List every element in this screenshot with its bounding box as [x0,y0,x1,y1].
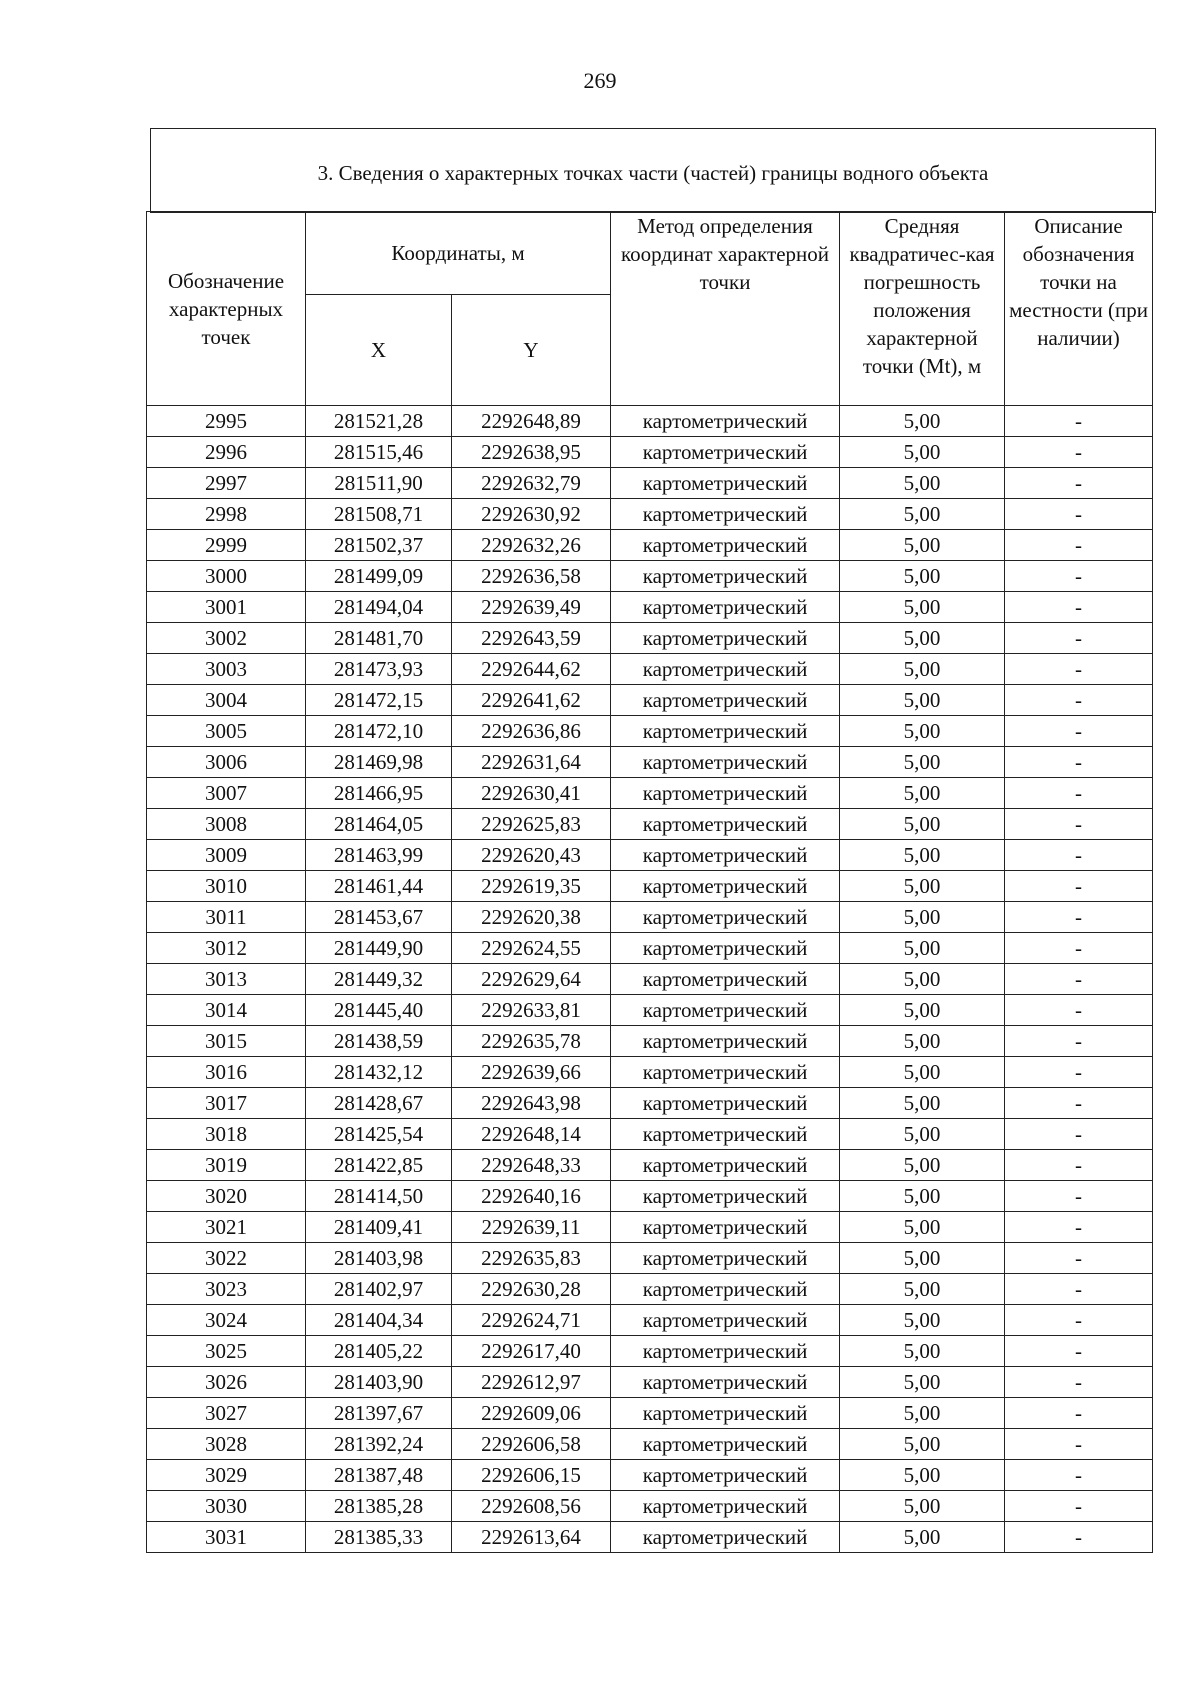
table-row [147,747,1153,778]
description-cell: - [1005,1398,1153,1429]
method-cell: картометрический [611,902,840,933]
method-cell: картометрический [611,1398,840,1429]
description-cell: - [1005,592,1153,623]
point-id-cell: 3019 [147,1150,306,1181]
y-coordinate-cell: 2292630,28 [452,1274,611,1305]
y-coordinate-cell: 2292619,35 [452,871,611,902]
table-row [147,716,1153,747]
x-coordinate-cell: 281403,90 [306,1367,452,1398]
method-cell: картометрический [611,499,840,530]
table-row [147,685,1153,716]
description-cell: - [1005,1367,1153,1398]
y-coordinate-cell: 2292624,71 [452,1305,611,1336]
method-cell: картометрический [611,406,840,437]
point-id-cell: 3001 [147,592,306,623]
x-coordinate-cell: 281515,46 [306,437,452,468]
header-error: Средняя квадратичес-кая погрешность положения характерной точки (Mt), м [840,212,1005,406]
description-cell: - [1005,530,1153,561]
x-coordinate-cell: 281414,50 [306,1181,452,1212]
description-cell: - [1005,747,1153,778]
table-row [147,1367,1153,1398]
point-id-cell: 3004 [147,685,306,716]
description-cell: - [1005,1429,1153,1460]
method-cell: картометрический [611,964,840,995]
point-id-cell: 3011 [147,902,306,933]
method-cell: картометрический [611,1429,840,1460]
x-coordinate-cell: 281472,10 [306,716,452,747]
error-cell: 5,00 [840,1212,1005,1243]
table-row [147,1243,1153,1274]
y-coordinate-cell: 2292625,83 [452,809,611,840]
error-cell: 5,00 [840,561,1005,592]
method-cell: картометрический [611,530,840,561]
table-row [147,964,1153,995]
header-designation: Обозначение характерных точек [147,212,306,406]
error-cell: 5,00 [840,995,1005,1026]
y-coordinate-cell: 2292606,15 [452,1460,611,1491]
x-coordinate-cell: 281508,71 [306,499,452,530]
point-id-cell: 2995 [147,406,306,437]
x-coordinate-cell: 281387,48 [306,1460,452,1491]
y-coordinate-cell: 2292617,40 [452,1336,611,1367]
x-coordinate-cell: 281494,04 [306,592,452,623]
method-cell: картометрический [611,561,840,592]
x-coordinate-cell: 281404,34 [306,1305,452,1336]
x-coordinate-cell: 281521,28 [306,406,452,437]
method-cell: картометрический [611,685,840,716]
y-coordinate-cell: 2292624,55 [452,933,611,964]
description-cell: - [1005,468,1153,499]
error-cell: 5,00 [840,1150,1005,1181]
header-method: Метод определения координат характерной точки [611,212,840,406]
point-id-cell: 3027 [147,1398,306,1429]
description-cell: - [1005,716,1153,747]
x-coordinate-cell: 281466,95 [306,778,452,809]
description-cell: - [1005,437,1153,468]
point-id-cell: 3000 [147,561,306,592]
header-y: Y [452,295,611,406]
x-coordinate-cell: 281473,93 [306,654,452,685]
error-cell: 5,00 [840,592,1005,623]
point-id-cell: 3013 [147,964,306,995]
method-cell: картометрический [611,1150,840,1181]
y-coordinate-cell: 2292620,38 [452,902,611,933]
table-row [147,1522,1153,1553]
point-id-cell: 3028 [147,1429,306,1460]
header-x: X [306,295,452,406]
table-row [147,468,1153,499]
point-id-cell: 3030 [147,1491,306,1522]
point-id-cell: 3003 [147,654,306,685]
point-id-cell: 3020 [147,1181,306,1212]
y-coordinate-cell: 2292608,56 [452,1491,611,1522]
method-cell: картометрический [611,933,840,964]
error-cell: 5,00 [840,406,1005,437]
description-cell: - [1005,1088,1153,1119]
description-cell: - [1005,809,1153,840]
y-coordinate-cell: 2292606,58 [452,1429,611,1460]
description-cell: - [1005,840,1153,871]
error-cell: 5,00 [840,1336,1005,1367]
y-coordinate-cell: 2292638,95 [452,437,611,468]
x-coordinate-cell: 281385,28 [306,1491,452,1522]
point-id-cell: 3006 [147,747,306,778]
method-cell: картометрический [611,747,840,778]
description-cell: - [1005,933,1153,964]
point-id-cell: 3022 [147,1243,306,1274]
point-id-cell: 3026 [147,1367,306,1398]
point-id-cell: 3029 [147,1460,306,1491]
point-id-cell: 3002 [147,623,306,654]
y-coordinate-cell: 2292643,59 [452,623,611,654]
method-cell: картометрический [611,778,840,809]
x-coordinate-cell: 281397,67 [306,1398,452,1429]
point-id-cell: 3009 [147,840,306,871]
point-id-cell: 3023 [147,1274,306,1305]
x-coordinate-cell: 281385,33 [306,1522,452,1553]
y-coordinate-cell: 2292636,58 [452,561,611,592]
method-cell: картометрический [611,809,840,840]
error-cell: 5,00 [840,1274,1005,1305]
description-cell: - [1005,1491,1153,1522]
y-coordinate-cell: 2292630,92 [452,499,611,530]
table-row [147,778,1153,809]
table-row [147,1088,1153,1119]
y-coordinate-cell: 2292612,97 [452,1367,611,1398]
error-cell: 5,00 [840,1181,1005,1212]
error-cell: 5,00 [840,1460,1005,1491]
error-cell: 5,00 [840,902,1005,933]
table-row [147,592,1153,623]
method-cell: картометрический [611,840,840,871]
method-cell: картометрический [611,592,840,623]
points-table [146,211,1153,1553]
x-coordinate-cell: 281449,90 [306,933,452,964]
table-row [147,1491,1153,1522]
table-row [147,437,1153,468]
table-row [147,1212,1153,1243]
error-cell: 5,00 [840,1398,1005,1429]
method-cell: картометрический [611,1491,840,1522]
table-row [147,499,1153,530]
point-id-cell: 3021 [147,1212,306,1243]
x-coordinate-cell: 281481,70 [306,623,452,654]
table-row [147,406,1153,437]
method-cell: картометрический [611,716,840,747]
method-cell: картометрический [611,1057,840,1088]
point-id-cell: 2999 [147,530,306,561]
error-cell: 5,00 [840,1026,1005,1057]
table-row [147,1274,1153,1305]
table-row [147,1026,1153,1057]
error-cell: 5,00 [840,1522,1005,1553]
error-cell: 5,00 [840,1305,1005,1336]
method-cell: картометрический [611,1336,840,1367]
description-cell: - [1005,1336,1153,1367]
x-coordinate-cell: 281432,12 [306,1057,452,1088]
section-title: 3. Сведения о характерных точках части (частей) границы водного объекта [151,129,1155,213]
y-coordinate-cell: 2292639,11 [452,1212,611,1243]
header-description: Описание обозначения точки на местности (при наличии) [1005,212,1153,406]
method-cell: картометрический [611,995,840,1026]
error-cell: 5,00 [840,1491,1005,1522]
description-cell: - [1005,1305,1153,1336]
error-cell: 5,00 [840,964,1005,995]
description-cell: - [1005,1274,1153,1305]
table-row [147,995,1153,1026]
method-cell: картометрический [611,1274,840,1305]
y-coordinate-cell: 2292613,64 [452,1522,611,1553]
point-id-cell: 3017 [147,1088,306,1119]
description-cell: - [1005,499,1153,530]
point-id-cell: 3016 [147,1057,306,1088]
x-coordinate-cell: 281403,98 [306,1243,452,1274]
error-cell: 5,00 [840,871,1005,902]
table-row [147,1305,1153,1336]
method-cell: картометрический [611,654,840,685]
table-header [147,212,1153,406]
y-coordinate-cell: 2292648,33 [452,1150,611,1181]
point-id-cell: 3010 [147,871,306,902]
table-row [147,871,1153,902]
point-id-cell: 3031 [147,1522,306,1553]
description-cell: - [1005,902,1153,933]
x-coordinate-cell: 281499,09 [306,561,452,592]
point-id-cell: 3025 [147,1336,306,1367]
method-cell: картометрический [611,1119,840,1150]
x-coordinate-cell: 281405,22 [306,1336,452,1367]
y-coordinate-cell: 2292635,78 [452,1026,611,1057]
method-cell: картометрический [611,871,840,902]
y-coordinate-cell: 2292632,79 [452,468,611,499]
y-coordinate-cell: 2292620,43 [452,840,611,871]
x-coordinate-cell: 281438,59 [306,1026,452,1057]
error-cell: 5,00 [840,1367,1005,1398]
table-row [147,1429,1153,1460]
point-id-cell: 3008 [147,809,306,840]
error-cell: 5,00 [840,1429,1005,1460]
error-cell: 5,00 [840,1243,1005,1274]
method-cell: картометрический [611,1460,840,1491]
table-body [147,406,1153,1553]
method-cell: картометрический [611,1522,840,1553]
error-cell: 5,00 [840,840,1005,871]
description-cell: - [1005,406,1153,437]
method-cell: картометрический [611,1212,840,1243]
x-coordinate-cell: 281445,40 [306,995,452,1026]
table-row [147,840,1153,871]
method-cell: картометрический [611,1026,840,1057]
error-cell: 5,00 [840,437,1005,468]
x-coordinate-cell: 281469,98 [306,747,452,778]
error-cell: 5,00 [840,1119,1005,1150]
error-cell: 5,00 [840,933,1005,964]
y-coordinate-cell: 2292644,62 [452,654,611,685]
description-cell: - [1005,685,1153,716]
table-row [147,1336,1153,1367]
y-coordinate-cell: 2292635,83 [452,1243,611,1274]
point-id-cell: 3005 [147,716,306,747]
table-row [147,1057,1153,1088]
x-coordinate-cell: 281464,05 [306,809,452,840]
table-row [147,561,1153,592]
description-cell: - [1005,1212,1153,1243]
method-cell: картометрический [611,1088,840,1119]
description-cell: - [1005,1026,1153,1057]
table-row [147,654,1153,685]
table-row [147,809,1153,840]
description-cell: - [1005,1181,1153,1212]
method-cell: картометрический [611,437,840,468]
header-coordinates: Координаты, м [306,212,611,295]
error-cell: 5,00 [840,1057,1005,1088]
y-coordinate-cell: 2292633,81 [452,995,611,1026]
description-cell: - [1005,1460,1153,1491]
point-id-cell: 3015 [147,1026,306,1057]
error-cell: 5,00 [840,654,1005,685]
point-id-cell: 3007 [147,778,306,809]
error-cell: 5,00 [840,747,1005,778]
description-cell: - [1005,964,1153,995]
table-row [147,1119,1153,1150]
description-cell: - [1005,1119,1153,1150]
method-cell: картометрический [611,623,840,654]
x-coordinate-cell: 281402,97 [306,1274,452,1305]
method-cell: картометрический [611,468,840,499]
error-cell: 5,00 [840,716,1005,747]
y-coordinate-cell: 2292609,06 [452,1398,611,1429]
y-coordinate-cell: 2292630,41 [452,778,611,809]
description-cell: - [1005,1522,1153,1553]
y-coordinate-cell: 2292629,64 [452,964,611,995]
description-cell: - [1005,1057,1153,1088]
y-coordinate-cell: 2292641,62 [452,685,611,716]
x-coordinate-cell: 281428,67 [306,1088,452,1119]
table-row [147,902,1153,933]
error-cell: 5,00 [840,778,1005,809]
x-coordinate-cell: 281422,85 [306,1150,452,1181]
table-row [147,933,1153,964]
error-cell: 5,00 [840,1088,1005,1119]
method-cell: картометрический [611,1305,840,1336]
table-row [147,623,1153,654]
point-id-cell: 3012 [147,933,306,964]
y-coordinate-cell: 2292632,26 [452,530,611,561]
table-row [147,1181,1153,1212]
section-frame [150,128,1156,213]
table-row [147,1398,1153,1429]
point-id-cell: 3024 [147,1305,306,1336]
x-coordinate-cell: 281449,32 [306,964,452,995]
x-coordinate-cell: 281511,90 [306,468,452,499]
error-cell: 5,00 [840,468,1005,499]
method-cell: картометрический [611,1243,840,1274]
point-id-cell: 2996 [147,437,306,468]
error-cell: 5,00 [840,499,1005,530]
description-cell: - [1005,654,1153,685]
x-coordinate-cell: 281472,15 [306,685,452,716]
y-coordinate-cell: 2292640,16 [452,1181,611,1212]
point-id-cell: 3014 [147,995,306,1026]
x-coordinate-cell: 281409,41 [306,1212,452,1243]
description-cell: - [1005,561,1153,592]
error-cell: 5,00 [840,809,1005,840]
point-id-cell: 3018 [147,1119,306,1150]
description-cell: - [1005,1150,1153,1181]
y-coordinate-cell: 2292631,64 [452,747,611,778]
point-id-cell: 2998 [147,499,306,530]
table-row [147,530,1153,561]
y-coordinate-cell: 2292648,89 [452,406,611,437]
x-coordinate-cell: 281425,54 [306,1119,452,1150]
table-row [147,1150,1153,1181]
x-coordinate-cell: 281453,67 [306,902,452,933]
description-cell: - [1005,871,1153,902]
description-cell: - [1005,778,1153,809]
error-cell: 5,00 [840,685,1005,716]
error-cell: 5,00 [840,623,1005,654]
x-coordinate-cell: 281461,44 [306,871,452,902]
y-coordinate-cell: 2292639,66 [452,1057,611,1088]
description-cell: - [1005,995,1153,1026]
method-cell: картометрический [611,1181,840,1212]
y-coordinate-cell: 2292636,86 [452,716,611,747]
x-coordinate-cell: 281463,99 [306,840,452,871]
description-cell: - [1005,623,1153,654]
error-cell: 5,00 [840,530,1005,561]
method-cell: картометрический [611,1367,840,1398]
x-coordinate-cell: 281502,37 [306,530,452,561]
point-id-cell: 2997 [147,468,306,499]
y-coordinate-cell: 2292648,14 [452,1119,611,1150]
y-coordinate-cell: 2292639,49 [452,592,611,623]
table-row [147,1460,1153,1491]
page-number: 269 [583,68,617,93]
description-cell: - [1005,1243,1153,1274]
y-coordinate-cell: 2292643,98 [452,1088,611,1119]
x-coordinate-cell: 281392,24 [306,1429,452,1460]
